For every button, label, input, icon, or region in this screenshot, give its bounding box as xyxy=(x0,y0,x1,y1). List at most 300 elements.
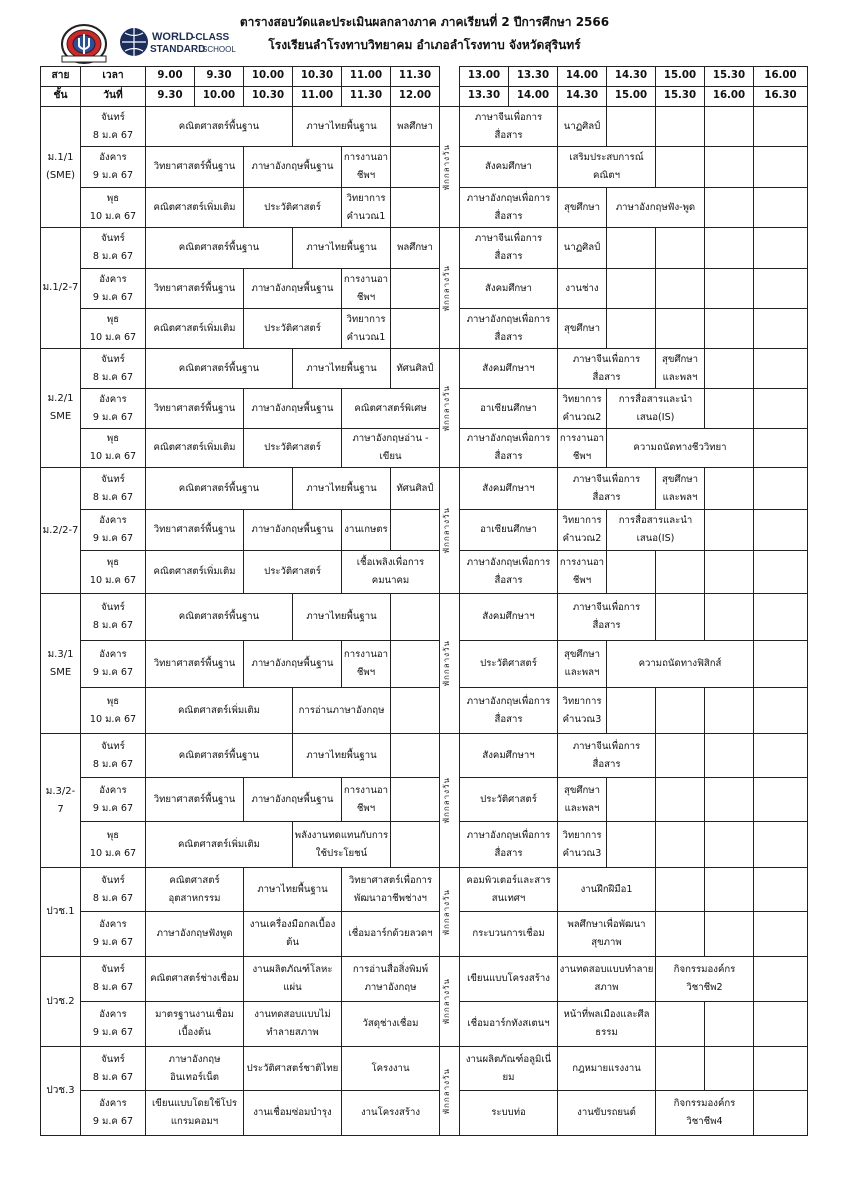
day-name: จันทร์ xyxy=(101,233,125,245)
subject-cell: พลศึกษา xyxy=(391,228,440,269)
day-name: จันทร์ xyxy=(101,740,125,752)
time-start: 13.30 xyxy=(509,67,558,87)
subject-cell: งานฝึกฝีมือ1 xyxy=(558,868,656,912)
time-start: 15.30 xyxy=(705,67,754,87)
subject-cell: ประวัติศาสตร์ xyxy=(244,551,342,594)
day-cell xyxy=(81,309,146,349)
exam-date: 9 ม.ค 67 xyxy=(92,937,134,948)
subject-cell: เชื่อมอาร์กทังสเตนฯ xyxy=(460,1002,558,1047)
subject-cell xyxy=(705,309,754,349)
exam-date: 10 ม.ค 67 xyxy=(89,713,137,725)
subject-cell: งานผลิตภัณฑ์โลหะแผ่น xyxy=(244,957,342,1002)
time-end: 14.30 xyxy=(558,87,607,107)
subject-cell: ภาษาอังกฤษเพื่อการสื่อสาร xyxy=(460,309,558,349)
subject-cell: ประวัติศาสตร์ xyxy=(244,309,342,349)
subject-cell xyxy=(656,1047,705,1091)
exam-date: 9 ม.ค 67 xyxy=(92,1116,134,1127)
subject-cell: ภาษาอังกฤษฟังพูด xyxy=(146,912,244,957)
subject-cell xyxy=(754,147,808,188)
schedule-row xyxy=(41,309,808,349)
school-subtitle: โรงเรียนลำโรงทาบวิทยาคม อำเภอลำโรงทาบ จังหวัดสุรินทร์ xyxy=(268,38,581,52)
subject-cell xyxy=(656,551,705,594)
subject-cell xyxy=(705,468,754,510)
subject-cell: งานช่าง xyxy=(558,269,607,309)
subject-cell xyxy=(705,107,754,147)
schedule-row xyxy=(41,734,808,778)
subject-cell: คณิตศาสตร์พื้นฐาน xyxy=(146,349,293,389)
day-cell xyxy=(81,868,146,912)
exam-date: 9 ม.ค 67 xyxy=(92,411,134,423)
exam-date: 8 ม.ค 67 xyxy=(92,982,134,993)
subject-cell: คณิตศาสตร์เพิ่มเติม xyxy=(146,551,244,594)
subject-cell: พลังงานทดแทนกับการใช้ประโยชน์ xyxy=(293,822,391,868)
exam-date: 8 ม.ค 67 xyxy=(92,758,134,770)
subject-cell: อาเซียนศึกษา xyxy=(460,510,558,551)
subject-cell xyxy=(391,822,440,868)
class-label: ปวช.2 xyxy=(41,957,81,1047)
subject-cell xyxy=(754,1047,808,1091)
subject-cell: ความถนัดทางฟิสิกส์ xyxy=(607,641,754,688)
subject-cell xyxy=(656,734,705,778)
subject-cell: ภาษาไทยพื้นฐาน xyxy=(293,734,391,778)
time-end: 14.00 xyxy=(509,87,558,107)
day-cell xyxy=(81,551,146,594)
subject-cell: วิทยาศาสตร์พื้นฐาน xyxy=(146,269,244,309)
subject-cell xyxy=(705,269,754,309)
subject-cell xyxy=(754,468,808,510)
subject-cell: เชื้อเพลิงเพื่อการคมนาคม xyxy=(342,551,440,594)
subject-cell: ภาษาอังกฤษเพื่อการสื่อสาร xyxy=(460,429,558,468)
subject-cell xyxy=(391,734,440,778)
subject-cell: พลศึกษาเพื่อพัฒนาสุขภาพ xyxy=(558,912,656,957)
subject-cell xyxy=(656,822,705,868)
schedule-row xyxy=(41,147,808,188)
exam-date: 10 ม.ค 67 xyxy=(89,331,137,343)
subject-cell: คณิตศาสตร์เพิ่มเติม xyxy=(146,688,293,734)
subject-cell xyxy=(705,868,754,912)
subject-cell xyxy=(391,688,440,734)
schedule-row xyxy=(41,822,808,868)
day-name: อังคาร xyxy=(99,784,127,796)
subject-cell: งานผลิตภัณฑ์อลูมิเนี่ยม xyxy=(460,1047,558,1091)
subject-cell: สังคมศึกษา xyxy=(460,269,558,309)
day-cell xyxy=(81,912,146,957)
class-label: ปวช.3 xyxy=(41,1047,81,1136)
subject-cell xyxy=(607,309,656,349)
subject-cell xyxy=(656,228,705,269)
header-time: เวลา xyxy=(81,67,146,87)
time-end: 11.30 xyxy=(342,87,391,107)
schedule-row xyxy=(41,1002,808,1047)
lunch-break-cell xyxy=(440,957,460,1047)
subject-cell xyxy=(754,228,808,269)
exam-date: 9 ม.ค 67 xyxy=(92,170,134,181)
subject-cell: การงานอาชีพฯ xyxy=(342,641,391,688)
subject-cell: กิจกรรมองค์กรวิชาชีพ4 xyxy=(656,1091,754,1136)
subject-cell: ทัศนศิลป์ xyxy=(391,468,440,510)
subject-cell: ความถนัดทางชีววิทยา xyxy=(607,429,754,468)
day-name: อังคาร xyxy=(99,152,127,164)
subject-cell xyxy=(754,389,808,429)
lunch-break-label: พักกลางวัน xyxy=(442,978,451,1025)
lunch-break-label: พักกลางวัน xyxy=(442,143,451,191)
schedule-row xyxy=(41,228,808,269)
subject-cell xyxy=(754,641,808,688)
day-cell xyxy=(81,822,146,868)
header-grade: ชั้น xyxy=(41,87,81,107)
day-name: อังคาร xyxy=(99,649,127,661)
day-name: อังคาร xyxy=(99,515,127,527)
lunch-break-label: พักกลางวัน xyxy=(442,777,451,824)
subject-cell: สุขศึกษาและพลฯ xyxy=(558,641,607,688)
subject-cell: สุขศึกษา xyxy=(558,309,607,349)
subject-cell xyxy=(391,778,440,822)
subject-cell: เชื่อมอาร์กด้วยลวดฯ xyxy=(342,912,440,957)
subject-cell: ประวัติศาสตร์ xyxy=(460,778,558,822)
day-name: จันทร์ xyxy=(101,1053,125,1065)
subject-cell xyxy=(705,688,754,734)
time-end: 16.00 xyxy=(705,87,754,107)
exam-date: 10 ม.ค 67 xyxy=(89,210,137,222)
subject-cell: ภาษาจีนเพื่อการสื่อสาร xyxy=(460,107,558,147)
class-label: ม.3/2- 7 xyxy=(41,734,81,868)
subject-cell: ภาษาอังกฤษฟัง-พูด xyxy=(607,188,705,228)
schedule-row xyxy=(41,912,808,957)
lunch-break-label: พักกลางวัน xyxy=(442,384,451,432)
day-name: อังคาร xyxy=(99,919,127,931)
class-label: ม.3/1 SME xyxy=(41,594,81,734)
subject-cell: คณิตศาสตร์พิเศษ xyxy=(342,389,440,429)
svg-text:-CLASS: -CLASS xyxy=(192,32,230,43)
subject-cell xyxy=(705,551,754,594)
subject-cell xyxy=(391,269,440,309)
subject-cell: ภาษาจีนเพื่อการสื่อสาร xyxy=(558,468,656,510)
time-start: 10.30 xyxy=(293,67,342,87)
subject-cell: ภาษาอังกฤษเพื่อการสื่อสาร xyxy=(460,688,558,734)
day-cell xyxy=(81,1047,146,1091)
subject-cell: การงานอาชีพฯ xyxy=(342,269,391,309)
subject-cell xyxy=(705,510,754,551)
schedule-row xyxy=(41,188,808,228)
subject-cell: การสื่อสารและนำเสนอ(IS) xyxy=(607,389,705,429)
exam-date: 8 ม.ค 67 xyxy=(92,491,134,503)
day-name: พุธ xyxy=(106,192,120,204)
time-start: 11.00 xyxy=(342,67,391,87)
exam-date: 9 ม.ค 67 xyxy=(92,533,134,544)
page-title: ตารางสอบวัดและประเมินผลกลางภาค ภาคเรียนที่ 2 ปีการศึกษา 2566 xyxy=(239,15,610,29)
day-name: จันทร์ xyxy=(101,874,125,886)
schedule-row xyxy=(41,594,808,641)
subject-cell: ภาษาไทยพื้นฐาน xyxy=(244,868,342,912)
subject-cell xyxy=(607,107,656,147)
class-label: ปวช.1 xyxy=(41,868,81,957)
exam-date: 8 ม.ค 67 xyxy=(92,251,134,262)
subject-cell: ภาษาอังกฤษเพื่อการสื่อสาร xyxy=(460,188,558,228)
time-start: 14.00 xyxy=(558,67,607,87)
lunch-break-label: พักกลางวัน xyxy=(442,264,451,312)
lunch-break-label: พักกลางวัน xyxy=(442,888,451,936)
subject-cell: การอ่านสื่อสิ่งพิมพ์ภาษาอังกฤษ xyxy=(342,957,440,1002)
subject-cell xyxy=(607,269,656,309)
subject-cell xyxy=(754,822,808,868)
exam-date: 9 ม.ค 67 xyxy=(92,1027,134,1038)
subject-cell: วิทยาการคำนวณ1 xyxy=(342,309,391,349)
subject-cell: ระบบท่อ xyxy=(460,1091,558,1136)
exam-schedule-table xyxy=(40,66,808,1136)
lunch-gap xyxy=(440,87,460,107)
subject-cell: ภาษาไทยพื้นฐาน xyxy=(293,468,391,510)
subject-cell xyxy=(391,147,440,188)
lunch-break-cell xyxy=(440,594,460,734)
subject-cell xyxy=(705,734,754,778)
time-end: 15.00 xyxy=(607,87,656,107)
subject-cell xyxy=(754,868,808,912)
subject-cell: ภาษาไทยพื้นฐาน xyxy=(293,594,391,641)
schedule-row xyxy=(41,551,808,594)
day-name: อังคาร xyxy=(99,1098,127,1110)
subject-cell xyxy=(607,551,656,594)
class-label: ม.2/1 SME xyxy=(41,349,81,468)
subject-cell: ภาษาอังกฤษพื้นฐาน xyxy=(244,641,342,688)
exam-date: 10 ม.ค 67 xyxy=(89,847,137,859)
day-cell xyxy=(81,429,146,468)
subject-cell xyxy=(705,147,754,188)
subject-cell xyxy=(754,551,808,594)
subject-cell: สุขศึกษาและพลฯ xyxy=(558,778,607,822)
lunch-break-cell xyxy=(440,868,460,957)
subject-cell xyxy=(705,594,754,641)
day-name: จันทร์ xyxy=(101,602,125,614)
schedule-row xyxy=(41,269,808,309)
subject-cell xyxy=(754,778,808,822)
subject-cell xyxy=(656,868,705,912)
subject-cell: กิจกรรมองค์กรวิชาชีพ2 xyxy=(656,957,754,1002)
subject-cell xyxy=(754,1002,808,1047)
exam-date: 8 ม.ค 67 xyxy=(92,371,134,383)
subject-cell xyxy=(607,822,656,868)
subject-cell: งานเกษตร xyxy=(342,510,391,551)
svg-text:SCHOOL: SCHOOL xyxy=(202,45,236,54)
subject-cell: สังคมศึกษาฯ xyxy=(460,468,558,510)
subject-cell: วิทยาการคำนวณ2 xyxy=(558,389,607,429)
subject-cell xyxy=(705,1002,754,1047)
subject-cell: ภาษาอังกฤษอ่าน - เขียน xyxy=(342,429,440,468)
subject-cell xyxy=(754,1091,808,1136)
class-label: ม.2/2-7 xyxy=(41,468,81,594)
subject-cell: วิทยาศาสตร์พื้นฐาน xyxy=(146,641,244,688)
schedule-row xyxy=(41,107,808,147)
subject-cell xyxy=(705,389,754,429)
subject-cell: กระบวนการเชื่อม xyxy=(460,912,558,957)
day-cell xyxy=(81,349,146,389)
subject-cell: ภาษาอังกฤษพื้นฐาน xyxy=(244,147,342,188)
time-end: 12.00 xyxy=(391,87,440,107)
day-name: พุธ xyxy=(106,829,120,841)
subject-cell xyxy=(705,778,754,822)
subject-cell: วิทยาศาสตร์พื้นฐาน xyxy=(146,510,244,551)
lunch-break-cell xyxy=(440,734,460,868)
schedule-row xyxy=(41,1091,808,1136)
subject-cell xyxy=(754,912,808,957)
subject-cell xyxy=(754,309,808,349)
subject-cell: ภาษาจีนเพื่อการสื่อสาร xyxy=(558,349,656,389)
time-start: 13.00 xyxy=(460,67,509,87)
subject-cell: งานทดสอบแบบทำลายสภาพ xyxy=(558,957,656,1002)
svg-text:STANDARD: STANDARD xyxy=(150,44,206,55)
exam-date: 8 ม.ค 67 xyxy=(92,129,134,141)
subject-cell: ทัศนศิลป์ xyxy=(391,349,440,389)
subject-cell xyxy=(656,309,705,349)
svg-text:WORLD: WORLD xyxy=(152,31,194,43)
time-end: 13.30 xyxy=(460,87,509,107)
subject-cell xyxy=(754,107,808,147)
subject-cell xyxy=(705,228,754,269)
subject-cell: คณิตศาสตร์เพิ่มเติม xyxy=(146,822,293,868)
schedule-row xyxy=(41,429,808,468)
subject-cell xyxy=(754,957,808,1002)
subject-cell: นาฏศิลป์ xyxy=(558,228,607,269)
exam-date: 8 ม.ค 67 xyxy=(92,1071,134,1083)
subject-cell: วิทยาการคำนวณ3 xyxy=(558,822,607,868)
subject-cell: วิทยาการคำนวณ3 xyxy=(558,688,607,734)
subject-cell: นาฏศิลป์ xyxy=(558,107,607,147)
subject-cell: ภาษาจีนเพื่อการสื่อสาร xyxy=(460,228,558,269)
lunch-break-cell xyxy=(440,107,460,228)
subject-cell: ภาษาไทยพื้นฐาน xyxy=(293,107,391,147)
subject-cell xyxy=(391,188,440,228)
subject-cell xyxy=(656,594,705,641)
page-header xyxy=(0,0,849,64)
subject-cell xyxy=(656,1002,705,1047)
subject-cell xyxy=(754,269,808,309)
header-date: วันที่ xyxy=(81,87,146,107)
day-name: จันทร์ xyxy=(101,111,125,123)
subject-cell: คณิตศาสตร์เพิ่มเติม xyxy=(146,429,244,468)
day-name: พุธ xyxy=(106,557,120,569)
subject-cell: โครงงาน xyxy=(342,1047,440,1091)
subject-cell: สุขศึกษา xyxy=(558,188,607,228)
day-cell xyxy=(81,641,146,688)
subject-cell: วิทยาศาสตร์เพื่อการพัฒนาอาชีพช่างฯ xyxy=(342,868,440,912)
subject-cell: คณิตศาสตร์พื้นฐาน xyxy=(146,594,293,641)
subject-cell xyxy=(391,594,440,641)
time-start: 9.00 xyxy=(146,67,195,87)
time-start: 14.30 xyxy=(607,67,656,87)
day-name: พุธ xyxy=(106,433,120,445)
time-end: 9.30 xyxy=(146,87,195,107)
subject-cell: งานเชื่อมซ่อมบำรุง xyxy=(244,1091,342,1136)
subject-cell: ภาษาอังกฤษพื้นฐาน xyxy=(244,510,342,551)
subject-cell: ประวัติศาสตร์ xyxy=(244,429,342,468)
schedule-row xyxy=(41,389,808,429)
time-end: 10.00 xyxy=(195,87,244,107)
day-cell xyxy=(81,468,146,510)
subject-cell: คณิตศาสตร์พื้นฐาน xyxy=(146,734,293,778)
lunch-break-cell xyxy=(440,468,460,594)
time-start: 9.30 xyxy=(195,67,244,87)
subject-cell: เสริมประสบการณ์คณิตฯ xyxy=(558,147,656,188)
schedule-row xyxy=(41,1047,808,1091)
exam-date: 9 ม.ค 67 xyxy=(92,291,134,303)
subject-cell: สังคมศึกษาฯ xyxy=(460,349,558,389)
subject-cell xyxy=(656,147,705,188)
subject-cell xyxy=(607,688,656,734)
day-name: จันทร์ xyxy=(101,964,125,976)
exam-date: 9 ม.ค 67 xyxy=(92,667,134,678)
subject-cell: เขียนแบบโดยใช้โปรแกรมคอมฯ xyxy=(146,1091,244,1136)
subject-cell: ภาษาอังกฤษพื้นฐาน xyxy=(244,778,342,822)
subject-cell: การงานอาชีพฯ xyxy=(342,778,391,822)
day-name: จันทร์ xyxy=(101,473,125,485)
subject-cell: งานทดสอบแบบไม่ทำลายสภาพ xyxy=(244,1002,342,1047)
subject-cell: สุขศึกษาและพลฯ xyxy=(656,349,705,389)
class-label: ม.1/2-7 xyxy=(41,228,81,349)
subject-cell: คณิตศาสตร์เพิ่มเติม xyxy=(146,309,244,349)
day-cell xyxy=(81,1002,146,1047)
subject-cell xyxy=(705,349,754,389)
lunch-break-cell xyxy=(440,228,460,349)
subject-cell xyxy=(754,510,808,551)
subject-cell: ภาษาไทยพื้นฐาน xyxy=(293,228,391,269)
subject-cell xyxy=(656,912,705,957)
lunch-gap xyxy=(440,67,460,87)
time-end: 16.30 xyxy=(754,87,808,107)
subject-cell: ประวัติศาสตร์ชาติไทย xyxy=(244,1047,342,1091)
subject-cell: วิทยาศาสตร์พื้นฐาน xyxy=(146,778,244,822)
day-name: จันทร์ xyxy=(101,353,125,365)
subject-cell: สังคมศึกษาฯ xyxy=(460,594,558,641)
schedule-row xyxy=(41,868,808,912)
subject-cell: วิทยาการคำนวณ1 xyxy=(342,188,391,228)
subject-cell: วิทยาศาสตร์พื้นฐาน xyxy=(146,389,244,429)
subject-cell: ภาษาอังกฤษเพื่อการสื่อสาร xyxy=(460,822,558,868)
schedule-row xyxy=(41,510,808,551)
subject-cell: คณิตศาสตร์เพิ่มเติม xyxy=(146,188,244,228)
day-name: อังคาร xyxy=(99,393,127,405)
day-name: อังคาร xyxy=(99,1009,127,1021)
subject-cell xyxy=(705,912,754,957)
subject-cell: เขียนแบบโครงสร้าง xyxy=(460,957,558,1002)
subject-cell xyxy=(391,641,440,688)
subject-cell: การสื่อสารและนำเสนอ(IS) xyxy=(607,510,705,551)
subject-cell: คณิตศาสตร์พื้นฐาน xyxy=(146,228,293,269)
class-label: ม.1/1 (SME) xyxy=(41,107,81,228)
subject-cell: คณิตศาสตร์อุตสาหกรรม xyxy=(146,868,244,912)
subject-cell: การงานอาชีพฯ xyxy=(342,147,391,188)
day-cell xyxy=(81,594,146,641)
time-end: 15.30 xyxy=(656,87,705,107)
schedule-row xyxy=(41,957,808,1002)
subject-cell: งานโครงสร้าง xyxy=(342,1091,440,1136)
subject-cell: ภาษาอังกฤษเพื่อการสื่อสาร xyxy=(460,551,558,594)
subject-cell: พลศึกษา xyxy=(391,107,440,147)
subject-cell xyxy=(705,822,754,868)
subject-cell: งานขับรถยนต์ xyxy=(558,1091,656,1136)
day-name: พุธ xyxy=(106,313,120,325)
subject-cell: คณิตศาสตร์พื้นฐาน xyxy=(146,468,293,510)
subject-cell: ภาษาอังกฤษพื้นฐาน xyxy=(244,269,342,309)
subject-cell xyxy=(391,309,440,349)
day-cell xyxy=(81,188,146,228)
subject-cell xyxy=(391,510,440,551)
day-cell xyxy=(81,107,146,147)
subject-cell: สังคมศึกษาฯ xyxy=(460,734,558,778)
subject-cell xyxy=(656,269,705,309)
subject-cell: วิทยาการคำนวณ2 xyxy=(558,510,607,551)
subject-cell: วัสดุช่างเชื่อม xyxy=(342,1002,440,1047)
subject-cell xyxy=(656,107,705,147)
subject-cell: ภาษาไทยพื้นฐาน xyxy=(293,349,391,389)
